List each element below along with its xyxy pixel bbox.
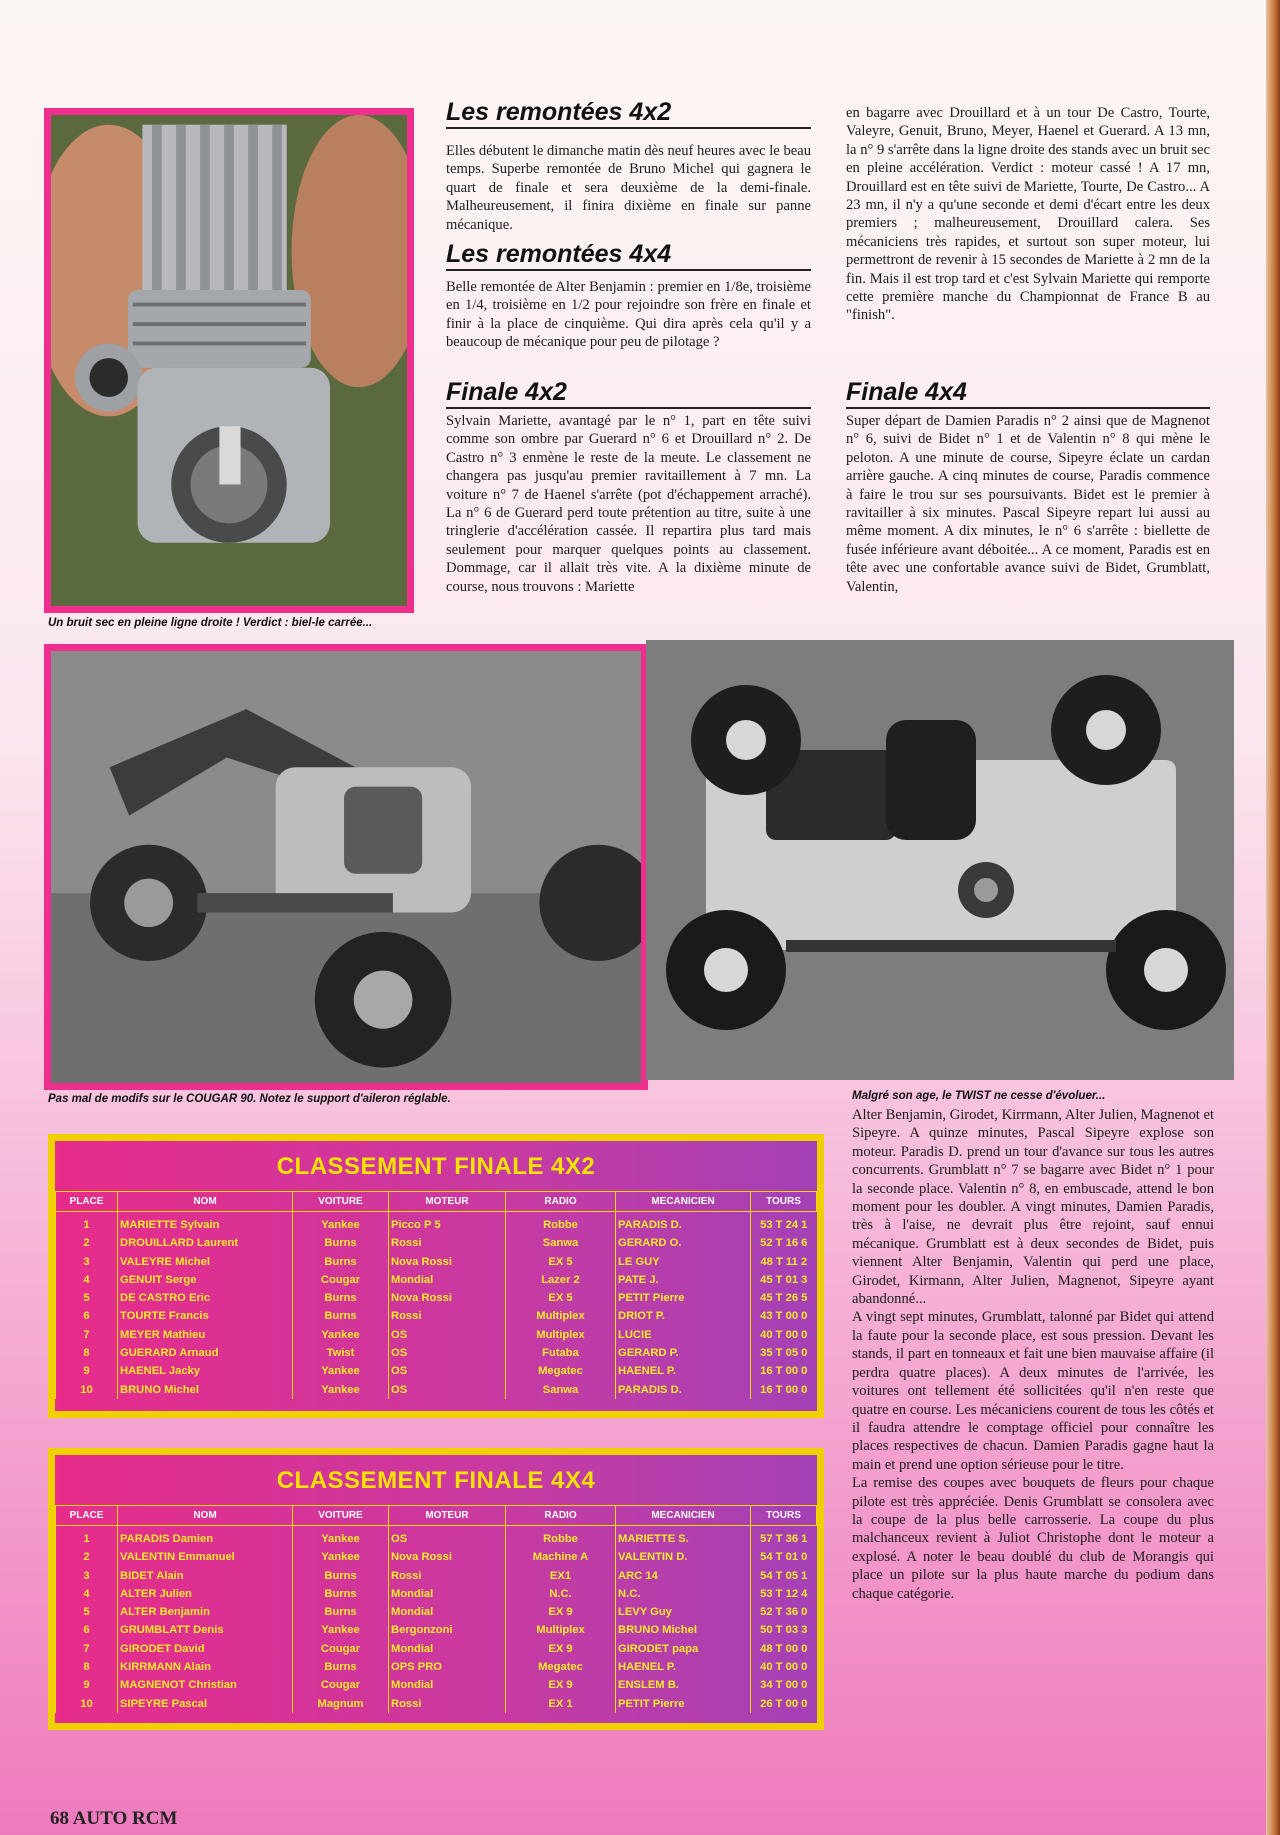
table-cell: 8 — [56, 1344, 118, 1362]
table-cell: Sanwa — [506, 1381, 616, 1399]
text-remontees-4x2 — [446, 142, 811, 234]
column-header: VOITURE — [293, 1192, 389, 1212]
table-cell: GIRODET papa — [616, 1640, 751, 1658]
column-header: PLACE — [56, 1192, 118, 1212]
table-cell: 16 T 00 0 — [751, 1362, 817, 1380]
table-cell: Megatec — [506, 1658, 616, 1676]
paragraph: Belle remontée de Alter Benjamin : premier en 1/8e, troisième en 1/4, troisième en 1/2 pour rejoindre son frère en finale et finir à la place de cinquième. Qui dira après cela qu'il y a beaucoup de mécanique pour peu de pilotage ? — [446, 279, 811, 351]
table-cell: Mondial — [389, 1585, 506, 1603]
text-finale-4x2 — [446, 412, 811, 596]
column-header: NOM — [118, 1192, 293, 1212]
table-cell: ALTER Julien — [118, 1585, 293, 1603]
table-cell: EX 9 — [506, 1640, 616, 1658]
column-header: MOTEUR — [389, 1506, 506, 1526]
table-cell: Rossi — [389, 1234, 506, 1252]
table-cell: Multiplex — [506, 1621, 616, 1639]
column-header: NOM — [118, 1506, 293, 1526]
table-cell: 8 — [56, 1658, 118, 1676]
table-cell: 52 T 36 0 — [751, 1603, 817, 1621]
table-cell: 50 T 03 3 — [751, 1621, 817, 1639]
table-row — [56, 1526, 817, 1549]
table-cell: 45 T 26 5 — [751, 1289, 817, 1307]
results-table — [55, 1191, 817, 1399]
twist-caption: Malgré son age, le TWIST ne cesse d'évoluer... — [852, 1090, 1106, 1102]
header-row — [56, 1506, 817, 1526]
heading-remontees-4x2: Les remontées 4x2 — [446, 98, 811, 129]
table-cell: Rossi — [389, 1307, 506, 1325]
heading-finale-4x2: Finale 4x2 — [446, 378, 811, 409]
table-row — [56, 1307, 817, 1325]
table-cell: LUCIE — [616, 1326, 751, 1344]
table-cell: Nova Rossi — [389, 1548, 506, 1566]
table-cell: OS — [389, 1362, 506, 1380]
table-row — [56, 1234, 817, 1252]
table-cell: Megatec — [506, 1362, 616, 1380]
table-cell: 7 — [56, 1326, 118, 1344]
table-cell: 34 T 00 0 — [751, 1676, 817, 1694]
table-row — [56, 1253, 817, 1271]
table-cell: PETIT Pierre — [616, 1695, 751, 1713]
table-cell: 1 — [56, 1212, 118, 1235]
table-cell: BIDET Alain — [118, 1567, 293, 1585]
table-row — [56, 1695, 817, 1713]
table-cell: Yankee — [293, 1526, 389, 1549]
table-cell: HAENEL P. — [616, 1362, 751, 1380]
table-cell: 45 T 01 3 — [751, 1271, 817, 1289]
table-row — [56, 1585, 817, 1603]
table-cell: OPS PRO — [389, 1658, 506, 1676]
table-cell: 52 T 16 6 — [751, 1234, 817, 1252]
table-cell: Burns — [293, 1603, 389, 1621]
heading-remontees-4x4: Les remontées 4x4 — [446, 240, 811, 271]
column-header: MECANICIEN — [616, 1506, 751, 1526]
column-header: MECANICIEN — [616, 1192, 751, 1212]
table-cell: EX1 — [506, 1567, 616, 1585]
table-cell: DRIOT P. — [616, 1307, 751, 1325]
table-cell: 54 T 05 1 — [751, 1567, 817, 1585]
table-cell: PARADIS D. — [616, 1381, 751, 1399]
table-cell: Burns — [293, 1567, 389, 1585]
column-header: TOURS — [751, 1192, 817, 1212]
table-cell: 2 — [56, 1548, 118, 1566]
paragraph: A vingt sept minutes, Grumblatt, talonné par Bidet qui attend la faute pour la seconde place, est sous pression. Devant les stands, il part en tonneaux et fait une bien mauvaise affaire (il perdra quatre places). A deux minutes de l'arrivée, les voitures ont tellement été sollicitées qu'il n'en reste que quatre en course. Les mécaniciens courent de tous les côtés et il faudra attendre le comptage officiel pour connaître les places respectives de chacun. Damien Paradis gagne haut la main et prend une option sérieuse pour le titre. — [852, 1309, 1214, 1473]
engine-photo — [44, 108, 414, 613]
table-body — [56, 1212, 817, 1399]
table-row — [56, 1344, 817, 1362]
table-cell: PETIT Pierre — [616, 1289, 751, 1307]
table-cell: Mondial — [389, 1271, 506, 1289]
table-cell: LEVY Guy — [616, 1603, 751, 1621]
table-cell: 16 T 00 0 — [751, 1381, 817, 1399]
table-cell: PARADIS D. — [616, 1212, 751, 1235]
text-finale-4x4 — [846, 412, 1210, 596]
table-cell: BRUNO Michel — [118, 1381, 293, 1399]
table-cell: LE GUY — [616, 1253, 751, 1271]
cougar-caption: Pas mal de modifs sur le COUGAR 90. Notez le support d'aileron réglable. — [48, 1093, 451, 1105]
table-cell: 54 T 01 0 — [751, 1548, 817, 1566]
table-cell: DE CASTRO Eric — [118, 1289, 293, 1307]
table-cell: Yankee — [293, 1548, 389, 1566]
table-cell: 10 — [56, 1381, 118, 1399]
table-cell: Mondial — [389, 1640, 506, 1658]
table-cell: 9 — [56, 1676, 118, 1694]
table-cell: Lazer 2 — [506, 1271, 616, 1289]
cougar-photo — [44, 644, 648, 1090]
page-footer — [50, 1808, 177, 1830]
table-cell: 53 T 12 4 — [751, 1585, 817, 1603]
table-cell: EX 9 — [506, 1603, 616, 1621]
table-cell: Mondial — [389, 1676, 506, 1694]
table-cell: 48 T 00 0 — [751, 1640, 817, 1658]
table-row — [56, 1289, 817, 1307]
table-cell: Rossi — [389, 1567, 506, 1585]
table-cell: Nova Rossi — [389, 1253, 506, 1271]
table-row — [56, 1381, 817, 1399]
paragraph: Elles débutent le dimanche matin dès neuf heures avec le beau temps. Superbe remontée de Bruno Michel qui gagnera le quart de finale et sera deuxième de la demi-finale. Malheureusement, il finira dixième en finale sur panne mécanique. — [446, 143, 811, 233]
table-cell: MARIETTE S. — [616, 1526, 751, 1549]
table-cell: VALENTIN Emmanuel — [118, 1548, 293, 1566]
table-row — [56, 1362, 817, 1380]
table-cell: 1 — [56, 1526, 118, 1549]
table-cell: EX 5 — [506, 1289, 616, 1307]
table-cell: Burns — [293, 1234, 389, 1252]
table-cell: 2 — [56, 1234, 118, 1252]
table-cell: Nova Rossi — [389, 1289, 506, 1307]
table-cell: 57 T 36 1 — [751, 1526, 817, 1549]
table-cell: OS — [389, 1526, 506, 1549]
table-cell: GRUMBLATT Denis — [118, 1621, 293, 1639]
table-cell: Yankee — [293, 1381, 389, 1399]
table-cell: Futaba — [506, 1344, 616, 1362]
table-row — [56, 1567, 817, 1585]
table-cell: HAENEL P. — [616, 1658, 751, 1676]
table-cell: 4 — [56, 1271, 118, 1289]
table-cell: ENSLEM B. — [616, 1676, 751, 1694]
table-cell: Multiplex — [506, 1326, 616, 1344]
table-cell: Burns — [293, 1289, 389, 1307]
table-cell: DROUILLARD Laurent — [118, 1234, 293, 1252]
table-cell: EX 1 — [506, 1695, 616, 1713]
table-cell: GERARD P. — [616, 1344, 751, 1362]
table-cell: Cougar — [293, 1271, 389, 1289]
paragraph: Super départ de Damien Paradis n° 2 ainsi que de Magnenot n° 6, suivi de Bidet n° 1 et de Valentin n° 8 qui mène le peloton. A une minute de course, Sipeyre éclate un cardan arrière gauche. A cinq minutes de course, Paradis commence à faire le trou sur ses poursuivants. Bidet est le premier à ravitailler à six minutes. Pascal Sipeyre repart lui aussi au même moment. A dix minutes, le n° 6 s'arrête : biellette de fusée inférieure avant déboitée... A ce moment, Paradis est en tête avec une confortable avance suivi de Bidet, Grumblatt, Valentin, — [846, 413, 1210, 595]
table-cell: KIRRMANN Alain — [118, 1658, 293, 1676]
column-header: TOURS — [751, 1506, 817, 1526]
table-cell: 26 T 00 0 — [751, 1695, 817, 1713]
table-cell: 7 — [56, 1640, 118, 1658]
column-header: VOITURE — [293, 1506, 389, 1526]
table-cell: VALEYRE Michel — [118, 1253, 293, 1271]
table-cell: 9 — [56, 1362, 118, 1380]
table-cell: Yankee — [293, 1326, 389, 1344]
table-cell: BRUNO Michel — [616, 1621, 751, 1639]
table-cell: 3 — [56, 1253, 118, 1271]
table-cell: OS — [389, 1381, 506, 1399]
table-cell: Picco P 5 — [389, 1212, 506, 1235]
table-row — [56, 1271, 817, 1289]
table-cell: Sanwa — [506, 1234, 616, 1252]
table-cell: ARC 14 — [616, 1567, 751, 1585]
table-row — [56, 1658, 817, 1676]
table-cell: 4 — [56, 1585, 118, 1603]
paragraph: La remise des coupes avec bouquets de fleurs pour chaque pilote est très appréciée. Denis Grumblatt se consolera avec la coupe de la plus belle carrosserie. La coupe du plus malchanceux revient à Juliot Christophe dont le moteur a explosé. A noter le beau doublé du club de Morangis qui place un pilote sur la plus haute marche du podium dans chaque catégorie. — [852, 1475, 1214, 1602]
table-cell: Yankee — [293, 1362, 389, 1380]
table-cell: MEYER Mathieu — [118, 1326, 293, 1344]
table-cell: Cougar — [293, 1640, 389, 1658]
table-cell: Machine A — [506, 1548, 616, 1566]
table-cell: 35 T 05 0 — [751, 1344, 817, 1362]
table-cell: 40 T 00 0 — [751, 1658, 817, 1676]
table-cell: GERARD O. — [616, 1234, 751, 1252]
table-cell: GENUIT Serge — [118, 1271, 293, 1289]
engine-caption: Un bruit sec en pleine ligne droite ! Verdict : biel-le carrée... — [48, 617, 373, 629]
table-cell: Bergonzoni — [389, 1621, 506, 1639]
results-table-4x4 — [48, 1448, 824, 1730]
table-row — [56, 1640, 817, 1658]
table-cell: 5 — [56, 1289, 118, 1307]
table-cell: 53 T 24 1 — [751, 1212, 817, 1235]
table-row — [56, 1621, 817, 1639]
paragraph: en bagarre avec Drouillard et à un tour De Castro, Tourte, Valeyre, Genuit, Bruno, Meyer, Haenel et Guerard. A 13 mn, la n° 9 s'arrête dans la ligne droite des stands avec un bruit sec en pleine accélération. Verdict : moteur cassé ! A 17 mn, Drouillard est en tête suivi de Mariette, Tourte, De Castro... A 23 mn, il n'y a qu'une seconde et demi d'écart entre les deux premiers ; malheureusement, Drouillard calera. Ses mécaniciens très rapides, et surtout son super moteur, lui permettront de revenir à 15 secondes de Mariette à 2 mn de la fin. Mais il est trop tard et c'est Sylvain Mariette qui remporte cette première manche du Championnat de France B au "finish". — [846, 105, 1210, 324]
table-cell: 43 T 00 0 — [751, 1307, 817, 1325]
column-header: RADIO — [506, 1192, 616, 1212]
table-cell: MARIETTE Sylvain — [118, 1212, 293, 1235]
table-cell: Multiplex — [506, 1307, 616, 1325]
table-cell: Burns — [293, 1253, 389, 1271]
table-title: CLASSEMENT FINALE 4X4 — [276, 1467, 596, 1494]
table-cell: Mondial — [389, 1603, 506, 1621]
table-cell: Robbe — [506, 1212, 616, 1235]
table-cell: HAENEL Jacky — [118, 1362, 293, 1380]
table-cell: SIPEYRE Pascal — [118, 1695, 293, 1713]
twist-photo — [646, 640, 1234, 1080]
table-title: CLASSEMENT FINALE 4X2 — [276, 1153, 596, 1180]
table-cell: MAGNENOT Christian — [118, 1676, 293, 1694]
table-cell: Rossi — [389, 1695, 506, 1713]
table-row — [56, 1212, 817, 1235]
table-cell: Yankee — [293, 1621, 389, 1639]
table-cell: N.C. — [506, 1585, 616, 1603]
table-cell: Burns — [293, 1658, 389, 1676]
table-cell: 48 T 11 2 — [751, 1253, 817, 1271]
table-cell: Magnum — [293, 1695, 389, 1713]
table-cell: ALTER Benjamin — [118, 1603, 293, 1621]
table-cell: 6 — [56, 1307, 118, 1325]
table-cell: Robbe — [506, 1526, 616, 1549]
table-cell: 6 — [56, 1621, 118, 1639]
table-row — [56, 1548, 817, 1566]
table-cell: Burns — [293, 1307, 389, 1325]
table-cell: OS — [389, 1326, 506, 1344]
results-table — [55, 1505, 817, 1713]
table-cell: 3 — [56, 1567, 118, 1585]
magazine-name: AUTO RCM — [72, 1808, 178, 1829]
table-cell: EX 5 — [506, 1253, 616, 1271]
table-cell: 40 T 00 0 — [751, 1326, 817, 1344]
column-header: MOTEUR — [389, 1192, 506, 1212]
table-cell: Burns — [293, 1585, 389, 1603]
text-right-lower — [852, 1106, 1214, 1603]
column-header: RADIO — [506, 1506, 616, 1526]
table-cell: Yankee — [293, 1212, 389, 1235]
table-cell: PARADIS Damien — [118, 1526, 293, 1549]
header-row — [56, 1192, 817, 1212]
paragraph: Alter Benjamin, Girodet, Kirrmann, Alter Julien, Magnenot et Sipeyre. A quinze minutes, Pascal Sipeyre explose son moteur. Paradis D. prend un tour d'avance sur tous les autres concurrents. Grumblatt n° 7 se bagarre avec Bidet n° 1 pour la seconde place. Valentin n° 8, en embuscade, attend le bon moment pour les doubler. A vingt minutes, Damien Paradis, très à l'aise, ne devrait plus être rejoint, sauf ennui mécanique. Grumblatt est à deux secondes de Bidet, puis viennent Alter Benjamin, Valentin qui perd une place, Girodet, Kirmann, Alter Julien, Magnenot, Sipeyre ayant abandonné... — [852, 1107, 1214, 1308]
table-row — [56, 1676, 817, 1694]
table-cell: VALENTIN D. — [616, 1548, 751, 1566]
table-cell: Twist — [293, 1344, 389, 1362]
text-col3-top — [846, 104, 1210, 325]
table-cell: Cougar — [293, 1676, 389, 1694]
table-body — [56, 1526, 817, 1713]
table-cell: TOURTE Francis — [118, 1307, 293, 1325]
paragraph: Sylvain Mariette, avantagé par le n° 1, part en tête suivi comme son ombre par Guerard n° 6 et Drouillard n° 2. De Castro n° 3 enmène le reste de la meute. Le classement ne changera pas jusqu'au premier ravitaillement à 7 mn. La voiture n° 7 de Haenel s'arrête (pot d'échappement arraché). La n° 6 de Guerard perd toute prétention au titre, suite à une tringlerie d'accélération cassée. Il repartira plus tard mais seulement pour marquer quelques points au classement. Dommage, car il allait très vite. A la dixième minute de course, nous trouvons : Mariette — [446, 413, 811, 595]
table-row — [56, 1326, 817, 1344]
table-cell: OS — [389, 1344, 506, 1362]
table-cell: GUERARD Arnaud — [118, 1344, 293, 1362]
table-cell: 10 — [56, 1695, 118, 1713]
column-header: PLACE — [56, 1506, 118, 1526]
table-cell: 5 — [56, 1603, 118, 1621]
table-cell: N.C. — [616, 1585, 751, 1603]
table-row — [56, 1603, 817, 1621]
heading-finale-4x4: Finale 4x4 — [846, 378, 1210, 409]
table-cell: GIRODET David — [118, 1640, 293, 1658]
table-cell: EX 9 — [506, 1676, 616, 1694]
table-cell: PATE J. — [616, 1271, 751, 1289]
page-number: 68 — [50, 1808, 69, 1829]
results-table-4x2 — [48, 1134, 824, 1418]
text-remontees-4x4 — [446, 278, 811, 352]
page-edge — [1266, 0, 1280, 1835]
